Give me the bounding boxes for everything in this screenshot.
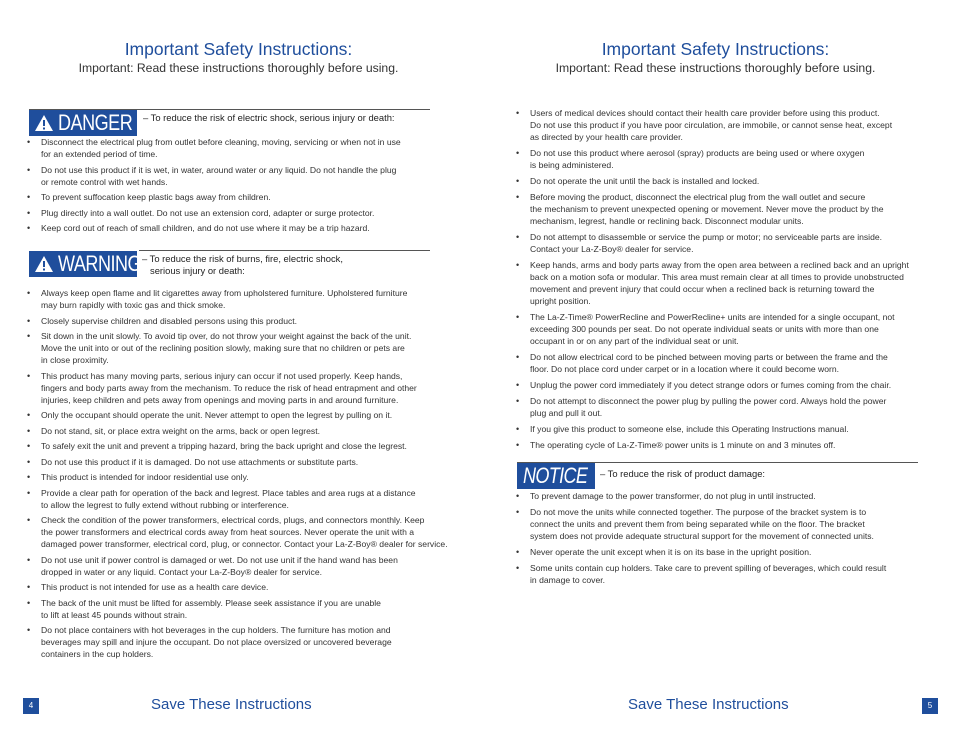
list-item-line: Keep hands, arms and body parts away from the open area between a reclined back and an upright bbox=[530, 260, 909, 270]
bullet-icon: • bbox=[516, 176, 520, 186]
list-item-line: beverages may spill and injure the occupant. Do not place oversized or uncovered beverage bbox=[41, 637, 392, 647]
list-item-line: This product is not intended for use as a health care device. bbox=[41, 582, 269, 592]
list-item bbox=[25, 456, 448, 468]
list-item-line: floor. Do not place cord under carpet or in a location where it could become worn. bbox=[530, 364, 840, 374]
list-item-line: Check the condition of the power transformers, electrical cords, plugs, and connectors monthly. Keep bbox=[41, 515, 425, 525]
right-page bbox=[477, 0, 954, 738]
notice-header bbox=[517, 462, 918, 489]
bullet-icon: • bbox=[27, 554, 31, 565]
bullet-icon: • bbox=[516, 563, 520, 573]
warning-header bbox=[29, 250, 430, 277]
notice-description: – To reduce the risk of product damage: bbox=[600, 468, 766, 479]
danger-badge bbox=[29, 110, 137, 136]
footer-save-instructions: Save These Instructions bbox=[628, 696, 789, 713]
list-item bbox=[514, 395, 909, 419]
bullet-icon: • bbox=[27, 164, 31, 175]
footer-save-instructions: Save These Instructions bbox=[151, 696, 312, 713]
bullet-icon: • bbox=[27, 472, 31, 482]
list-item bbox=[25, 487, 448, 511]
list-item-line: Sit down in the unit slowly. To avoid tip over, do not throw your weight against the back of the unit. bbox=[41, 331, 412, 341]
list-item-line: in damage to cover. bbox=[530, 575, 606, 585]
list-item-line: The operating cycle of La-Z-Time® power units is 1 minute on and 3 minutes off. bbox=[530, 440, 836, 450]
list-item-line: in close proximity. bbox=[41, 355, 109, 365]
list-item-line: This product is intended for indoor residential use only. bbox=[41, 472, 249, 482]
list-item bbox=[514, 175, 909, 187]
list-item-line: To safely exit the unit and prevent a tripping hazard, bring the back upright and close the legrest. bbox=[41, 441, 407, 451]
list-item bbox=[514, 259, 909, 307]
bullet-icon: • bbox=[27, 137, 31, 147]
bullet-icon: • bbox=[27, 456, 31, 467]
bullet-icon: • bbox=[516, 148, 520, 158]
danger-label: DANGER bbox=[58, 110, 133, 135]
bullet-icon: • bbox=[27, 441, 31, 451]
list-item-line: Users of medical devices should contact their health care provider before using this product. bbox=[530, 108, 880, 118]
bullet-icon: • bbox=[516, 547, 520, 557]
list-item-line: or remote control with wet hands. bbox=[41, 176, 168, 187]
page-number: 5 bbox=[922, 698, 938, 714]
list-item-line: fingers and body parts away from the mechanism. To reduce the risk of head entrapment and other bbox=[41, 382, 417, 393]
list-item bbox=[25, 425, 448, 437]
list-item-line: Do not allow electrical cord to be pinched between moving parts or between the frame and the bbox=[530, 352, 888, 362]
list-item-line: The La-Z-Time® PowerRecline and PowerRecline+ units are intended for a single occupant, not bbox=[530, 312, 895, 322]
bullet-icon: • bbox=[27, 515, 31, 525]
bullet-icon: • bbox=[27, 223, 31, 233]
bullet-icon: • bbox=[27, 331, 31, 341]
bullet-icon: • bbox=[516, 260, 520, 270]
list-item bbox=[25, 624, 448, 660]
bullet-icon: • bbox=[27, 207, 31, 218]
list-item bbox=[25, 207, 401, 219]
list-item bbox=[514, 311, 909, 347]
bullet-icon: • bbox=[516, 312, 520, 322]
list-item-line: To prevent damage to the power transformer, do not plug in until instructed. bbox=[530, 491, 816, 501]
bullet-icon: • bbox=[27, 625, 31, 635]
notice-label: NOTICE bbox=[523, 463, 588, 488]
list-item-line: mechanism, legrest, handle or reclining back. Disconnect modular units. bbox=[530, 216, 804, 226]
list-item-line: containers in the cup holders. bbox=[41, 649, 154, 659]
list-item bbox=[25, 581, 448, 593]
warning-label: WARNING bbox=[58, 251, 142, 276]
warning-triangle-icon bbox=[34, 114, 54, 132]
list-item-line: movement and prevent injury that could occur when a reclined back is returning toward the bbox=[530, 284, 875, 294]
list-item-line: the power transformers and electrical cords away from heat sources. Never operate the unit with a bbox=[41, 527, 415, 537]
list-item-line: Do not use this product if it is damaged. Do not use attachments or substitute parts. bbox=[41, 456, 359, 467]
danger-description: – To reduce the risk of electric shock, serious injury or death: bbox=[143, 112, 395, 123]
bullet-icon: • bbox=[516, 380, 520, 390]
bullet-icon: • bbox=[27, 315, 31, 326]
list-item-line: to lift at least 45 pounds without strain. bbox=[41, 609, 188, 620]
list-item bbox=[25, 514, 448, 550]
list-item-line: Always keep open flame and lit cigarettes away from upholstered furniture. Upholstered furniture bbox=[41, 288, 408, 298]
list-item-line: Closely supervise children and disabled persons using this product. bbox=[41, 315, 298, 326]
bullet-icon: • bbox=[516, 396, 520, 406]
list-item bbox=[25, 136, 401, 160]
list-item-line: Only the occupant should operate the unit. Never attempt to open the legrest by pulling on it. bbox=[41, 410, 393, 420]
page-title: Important Safety Instructions: bbox=[124, 39, 353, 59]
bullet-icon: • bbox=[516, 424, 520, 434]
bullet-icon: • bbox=[516, 232, 520, 242]
bullet-icon: • bbox=[27, 582, 31, 592]
list-item bbox=[514, 423, 909, 435]
list-item-line: Unplug the power cord immediately if you detect strange odors or fumes coming from the chair. bbox=[530, 380, 892, 390]
list-item-line: exceeding 300 pounds per seat. Do not operate individual seats or units with more than one bbox=[530, 324, 879, 334]
list-item-line: the mechanism to prevent unexpected opening or movement. Never move the product by the bbox=[530, 204, 884, 214]
bullet-icon: • bbox=[27, 425, 31, 436]
warning-description-line2: serious injury or death: bbox=[150, 265, 245, 276]
bullet-icon: • bbox=[27, 487, 31, 498]
bullet-icon: • bbox=[516, 352, 520, 362]
bullet-icon: • bbox=[27, 597, 31, 608]
list-item bbox=[25, 287, 448, 311]
bullet-icon: • bbox=[27, 192, 31, 202]
list-item-line: The back of the unit must be lifted for assembly. Please seek assistance if you are unable bbox=[41, 597, 381, 608]
list-item bbox=[25, 330, 448, 366]
list-item bbox=[25, 315, 448, 327]
list-item-line: as directed by your health care provider. bbox=[530, 132, 683, 142]
list-item-line: Never operate the unit except when it is on its base in the upright position. bbox=[530, 547, 812, 557]
bullet-icon: • bbox=[516, 491, 520, 501]
list-item-line: damaged power transformer, electrical cord, plug, or connector. Contact your La-Z-Boy® dealer for service. bbox=[41, 539, 448, 549]
notice-badge bbox=[517, 463, 595, 489]
bullet-icon: • bbox=[27, 410, 31, 420]
list-item bbox=[514, 351, 909, 375]
list-item-line: Do not stand, sit, or place extra weight on the arms, back or open legrest. bbox=[41, 425, 320, 436]
list-item bbox=[514, 231, 909, 255]
list-item-line: Do not use this product where aerosol (spray) products are being used or where oxygen bbox=[530, 148, 865, 158]
list-item-line: Some units contain cup holders. Take care to prevent spilling of beverages, which could result bbox=[530, 563, 887, 573]
list-item-line: Before moving the product, disconnect the electrical plug from the wall outlet and secure bbox=[530, 192, 866, 202]
general-safety-list bbox=[514, 107, 909, 451]
bullet-icon: • bbox=[516, 440, 520, 450]
notice-list bbox=[514, 490, 886, 586]
list-item bbox=[514, 562, 886, 586]
list-item-line: upright position. bbox=[530, 296, 591, 306]
list-item-line: This product has many moving parts, serious injury can occur if not used properly. Keep hands, bbox=[41, 370, 403, 381]
list-item bbox=[25, 597, 448, 621]
list-item-line: to allow the legrest to fully extend without rubbing or interference. bbox=[41, 499, 289, 510]
page-title: Important Safety Instructions: bbox=[601, 39, 830, 59]
list-item-line: Do not use this product if it is wet, in water, around water or any liquid. Do not handle the plug bbox=[41, 164, 397, 175]
bullet-icon: • bbox=[27, 370, 31, 381]
danger-header bbox=[29, 109, 430, 136]
list-item bbox=[25, 222, 401, 234]
list-item-line: To prevent suffocation keep plastic bags away from children. bbox=[41, 192, 271, 202]
list-item bbox=[514, 191, 909, 227]
list-item bbox=[25, 370, 448, 406]
list-item-line: injuries, keep children and pets away from openings and moving parts in and around furniture. bbox=[41, 394, 399, 405]
list-item-line: Move the unit into or out of the reclining position slowly, making sure that no children or pets are bbox=[41, 343, 405, 353]
warning-list bbox=[25, 287, 448, 660]
list-item bbox=[25, 440, 448, 452]
list-item-line: plug and pull it out. bbox=[530, 408, 603, 418]
list-item-line: Do not use unit if power control is damaged or wet. Do not use unit if the hand wand has been bbox=[41, 554, 398, 565]
list-item bbox=[514, 439, 909, 451]
list-item bbox=[514, 107, 909, 143]
list-item-line: Disconnect the electrical plug from outlet before cleaning, moving, servicing or when not in use bbox=[41, 137, 401, 147]
list-item-line: Plug directly into a wall outlet. Do not use an extension cord, adapter or surge protector. bbox=[41, 207, 375, 218]
list-item-line: Do not attempt to disassemble or service the pump or motor; no serviceable parts are inside. bbox=[530, 232, 883, 242]
list-item-line: Do not use this product if you have poor circulation, are immobile, or cannot sense heat, except bbox=[530, 120, 893, 130]
list-item-line: Do not attempt to disconnect the power plug by pulling the power cord. Always hold the power bbox=[530, 396, 887, 406]
list-item-line: back on a motion sofa or modular. This area must remain clear at all times to provide unobstructed bbox=[530, 272, 904, 282]
list-item bbox=[514, 147, 909, 171]
list-item bbox=[514, 546, 886, 558]
warning-description-line1: – To reduce the risk of burns, fire, electric shock, bbox=[142, 253, 343, 264]
list-item-line: Keep cord out of reach of small children, and do not use where it may be a trip hazard. bbox=[41, 223, 370, 233]
list-item bbox=[25, 409, 448, 421]
list-item-line: Do not place containers with hot beverages in the cup holders. The furniture has motion and bbox=[41, 625, 391, 635]
list-item-line: Contact your La-Z-Boy® dealer for service. bbox=[530, 244, 694, 254]
list-item-line: is being administered. bbox=[530, 160, 614, 170]
bullet-icon: • bbox=[516, 108, 520, 118]
page-subtitle: Important: Read these instructions thoroughly before using. bbox=[555, 61, 876, 75]
header-rule bbox=[139, 250, 430, 251]
bullet-icon: • bbox=[27, 288, 31, 298]
list-item-line: occupant in or on any part of the individual seat or unit. bbox=[530, 336, 739, 346]
bullet-icon: • bbox=[516, 192, 520, 202]
list-item-line: Do not move the units while connected together. The purpose of the bracket system is to bbox=[530, 507, 867, 517]
list-item-line: system does not provide adequate structural support for the movement of connected units. bbox=[530, 531, 874, 541]
warning-badge bbox=[29, 251, 142, 277]
list-item bbox=[25, 164, 401, 188]
list-item bbox=[514, 506, 886, 542]
list-item bbox=[514, 379, 909, 391]
list-item-line: If you give this product to someone else, include this Operating Instructions manual. bbox=[530, 424, 849, 434]
bullet-icon: • bbox=[516, 507, 520, 517]
list-item-line: dropped in water or any liquid. Contact your La-Z-Boy® dealer for service. bbox=[41, 566, 322, 577]
list-item-line: Do not operate the unit until the back is installed and locked. bbox=[530, 176, 760, 186]
warning-triangle-icon bbox=[34, 255, 54, 273]
danger-list bbox=[25, 136, 401, 234]
list-item bbox=[25, 554, 448, 578]
list-item-line: may burn rapidly with toxic gas and thick smoke. bbox=[41, 300, 226, 310]
page-number: 4 bbox=[23, 698, 39, 714]
list-item bbox=[25, 471, 448, 483]
list-item-line: Provide a clear path for operation of the back and legrest. Place tables and area rugs at a distance bbox=[41, 487, 416, 498]
page-subtitle: Important: Read these instructions thoroughly before using. bbox=[78, 61, 399, 75]
list-item-line: for an extended period of time. bbox=[41, 149, 158, 159]
list-item bbox=[514, 490, 886, 502]
list-item-line: connect the units and prevent them from being separated while on the floor. The bracket bbox=[530, 519, 865, 529]
list-item bbox=[25, 191, 401, 203]
